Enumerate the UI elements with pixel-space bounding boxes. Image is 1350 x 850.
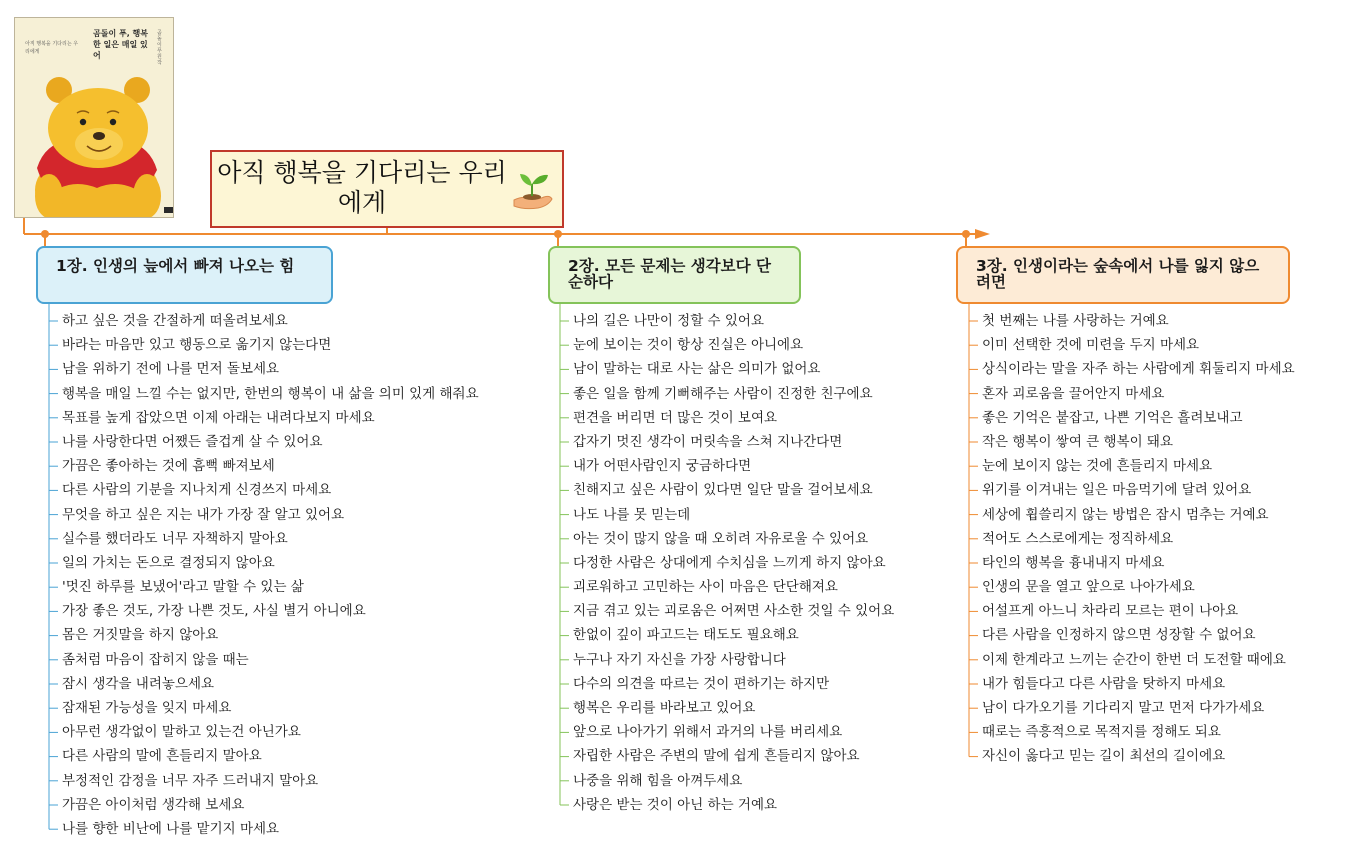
topic-item[interactable]: 갑자기 멋진 생각이 머릿속을 스쳐 지나간다면 [573,433,843,450]
branch-chapter-3[interactable] [956,246,1290,304]
book-cover-image [14,17,174,218]
topic-item[interactable]: 어설프게 아느니 차라리 모르는 편이 나아요 [982,603,1239,620]
topic-item[interactable]: 가장 좋은 것도, 가장 나쁜 것도, 사실 별거 아니에요 [62,603,366,620]
topic-item[interactable]: 가끔은 아이처럼 생각해 보세요 [62,796,245,813]
topic-item[interactable]: 눈에 보이지 않는 것에 흔들리지 마세요 [982,458,1213,475]
root-node[interactable] [210,150,564,228]
topic-item[interactable]: 바라는 마음만 있고 행동으로 옮기지 않는다면 [62,337,332,354]
topic-item[interactable]: 때로는 즉흥적으로 목적지를 정해도 되요 [982,724,1221,741]
topic-item[interactable]: 자신이 옳다고 믿는 길이 최선의 길이에요 [982,748,1226,765]
spine-arrow [975,229,990,239]
topic-item[interactable]: 나중을 위해 힘을 아껴두세요 [573,772,743,789]
branch-chapter-2-title: 2장. 모든 문제는 생각보다 단순하다 [568,257,771,291]
topic-item[interactable]: 남이 말하는 대로 사는 삶은 의미가 없어요 [573,361,821,378]
branch-chapter-1[interactable] [36,246,333,304]
branch-chapter-2[interactable] [548,246,801,304]
topic-item[interactable]: 부정적인 감정을 너무 자주 드러내지 말아요 [62,772,319,789]
topic-item[interactable]: 위기를 이겨내는 일은 마음먹기에 달려 있어요 [982,482,1252,499]
topic-item[interactable]: 적어도 스스로에게는 정직하세요 [982,530,1174,547]
root-title: 아직 행복을 기다리는 우리에게 [217,158,507,217]
topic-item[interactable]: 앞으로 나아가기 위해서 과거의 나를 버리세요 [573,724,843,741]
topic-item[interactable]: 목표를 높게 잡았으면 이제 아래는 내려다보지 마세요 [62,409,375,426]
topic-item[interactable]: 다른 사람을 인정하지 않으면 성장할 수 없어요 [982,627,1256,644]
topic-item[interactable]: 좀처럼 마음이 잡히지 않을 때는 [62,651,249,668]
cover-subtitle: 아직 행복을 기다리는 우리에게 [25,41,79,55]
topic-item[interactable]: 다른 사람의 기분을 지나치게 신경쓰지 마세요 [62,482,332,499]
cover-title: 곰돌이 푸, 행복한 일은 매일 있어 [93,29,148,60]
topic-item[interactable]: 나를 향한 비난에 나를 맡기지 마세요 [62,820,280,837]
topic-item[interactable]: 타인의 행복을 흉내내지 마세요 [982,554,1165,571]
topic-item[interactable]: 나의 길은 나만이 정할 수 있어요 [573,313,764,329]
chapter-2-topic-list [560,309,894,817]
branch-chapter-3-title: 3장. 인생이라는 숲속에서 나를 잃지 않으려면 [976,257,1260,291]
topic-item[interactable]: 행복을 매일 느낄 수는 없지만, 한번의 행복이 내 삶을 의미 있게 해줘요 [62,385,479,402]
sprout-in-hand-icon [508,166,556,214]
topic-item[interactable]: 세상에 휩쓸리지 않는 방법은 잠시 멈추는 거예요 [982,506,1269,523]
topic-item[interactable]: 행복은 우리를 바라보고 있어요 [573,700,756,716]
branch-chapter-1-title: 1장. 인생의 늪에서 빠져 나오는 힘 [56,257,295,275]
topic-item[interactable]: 좋은 일을 함께 기뻐해주는 사람이 진정한 친구에요 [573,385,873,402]
topic-item[interactable]: 한없이 깊이 파고드는 태도도 필요해요 [573,627,799,644]
topic-item[interactable]: 하고 싶은 것을 간절하게 떠올려보세요 [62,313,288,329]
topic-item[interactable]: 다정한 사람은 상대에게 수치심을 느끼게 하지 않아요 [573,554,886,571]
publisher-logo [164,207,173,213]
topic-item[interactable]: 사랑은 받는 것이 아닌 하는 거예요 [573,796,778,813]
topic-item[interactable]: 무엇을 하고 싶은 지는 내가 가장 잘 알고 있어요 [62,506,345,523]
topic-item[interactable]: 아무런 생각없이 말하고 있는건 아닌가요 [62,724,301,741]
chapter-3-topic-list [969,309,1295,769]
topic-item[interactable]: 눈에 보이는 것이 항상 진실은 아니에요 [573,337,804,354]
topic-item[interactable]: '멋진 하루를 보냈어'라고 말할 수 있는 삶 [62,579,304,596]
topic-item[interactable]: 내가 힘들다고 다른 사람을 탓하지 마세요 [982,675,1226,692]
topic-item[interactable]: 실수를 했더라도 너무 자책하지 말아요 [62,530,288,547]
chapter-1-topic-list [49,309,479,841]
cover-vertical-text: 곰돌이 푸 원작 [157,30,162,66]
topic-item[interactable]: 가끔은 좋아하는 것에 흠뻑 빠져보세 [62,458,275,475]
topic-item[interactable]: 혼자 괴로움을 끌어안지 마세요 [982,385,1165,402]
topic-item[interactable]: 잠재된 가능성을 잊지 마세요 [62,700,232,716]
topic-item[interactable]: 첫 번째는 나를 사랑하는 거예요 [982,313,1169,329]
topic-item[interactable]: 나를 사랑한다면 어쨌든 즐겁게 살 수 있어요 [62,433,323,450]
topic-item[interactable]: 인생의 문을 열고 앞으로 나아가세요 [982,579,1195,596]
topic-item[interactable]: 상식이라는 말을 자주 하는 사람에게 휘둘리지 마세요 [982,361,1295,378]
topic-item[interactable]: 괴로워하고 고민하는 사이 마음은 단단해져요 [573,579,838,596]
topic-item[interactable]: 다른 사람의 말에 흔들리지 말아요 [62,748,262,765]
topic-item[interactable]: 몸은 거짓말을 하지 않아요 [62,627,219,644]
topic-item[interactable]: 내가 어떤사람인지 궁금하다면 [573,458,752,475]
topic-item[interactable]: 자립한 사람은 주변의 말에 쉽게 흔들리지 않아요 [573,748,860,765]
topic-item[interactable]: 편견을 버리면 더 많은 것이 보여요 [573,409,778,426]
topic-item[interactable]: 다수의 의견을 따르는 것이 편하기는 하지만 [573,675,830,692]
topic-item[interactable]: 이미 선택한 것에 미련을 두지 마세요 [982,337,1200,354]
topic-item[interactable]: 누구나 자기 자신을 가장 사랑합니다 [573,651,786,668]
topic-item[interactable]: 남을 위하기 전에 나를 먼저 돌보세요 [62,361,280,378]
topic-item[interactable]: 작은 행복이 쌓여 큰 행복이 돼요 [982,433,1173,450]
topic-item[interactable]: 친해지고 싶은 사람이 있다면 일단 말을 걸어보세요 [573,482,873,499]
topic-item[interactable]: 이제 한계라고 느끼는 순간이 한번 더 도전할 때에요 [982,651,1286,668]
topic-item[interactable]: 좋은 기억은 붙잡고, 나쁜 기억은 흘려보내고 [982,409,1243,426]
topic-item[interactable]: 나도 나를 못 믿는데 [573,506,691,523]
topic-item[interactable]: 잠시 생각을 내려놓으세요 [62,675,215,692]
topic-item[interactable]: 일의 가치는 돈으로 결정되지 않아요 [62,554,275,571]
topic-item[interactable]: 아는 것이 많지 않을 때 오히려 자유로울 수 있어요 [573,530,869,547]
topic-item[interactable]: 남이 다가오기를 기다리지 말고 먼저 다가가세요 [982,700,1265,716]
topic-item[interactable]: 지금 겪고 있는 괴로움은 어쩌면 사소한 것일 수 있어요 [573,603,895,620]
